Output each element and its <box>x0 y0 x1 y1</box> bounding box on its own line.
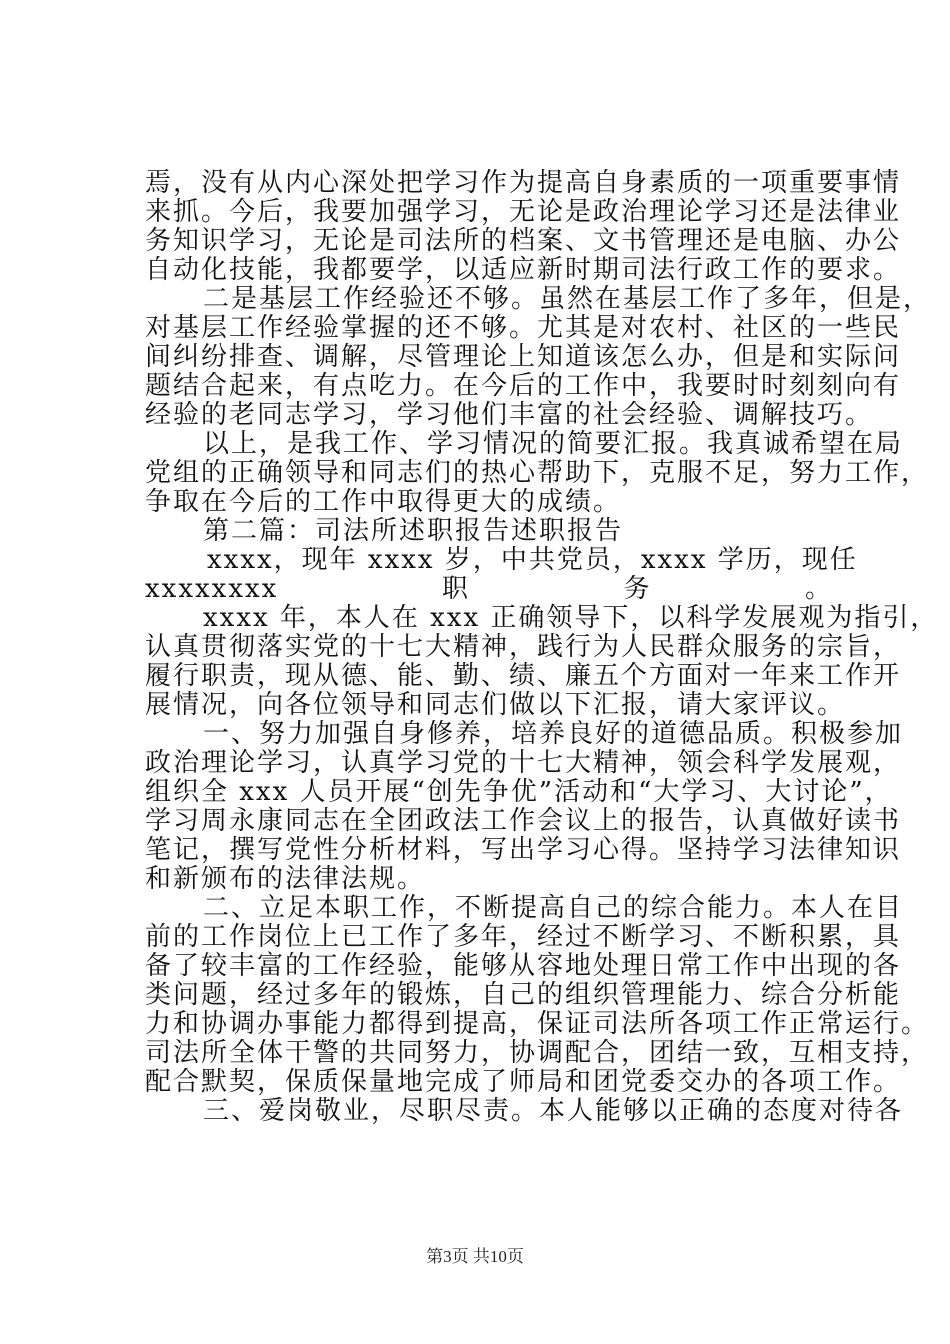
paragraph <box>145 893 930 1097</box>
paragraph <box>145 545 858 604</box>
text-line: 类问题，经过多年的锻炼，自己的组织管理能力、综合分析能 <box>145 980 902 1010</box>
text-line: 前的工作岗位上已工作了多年，经过不断学习、不断积累，具 <box>145 922 902 952</box>
text-line: 对基层工作经验掌握的还不够。尤其是对农村、社区的一些民 <box>145 313 902 343</box>
text-line: 二是基层工作经验还不够。虽然在基层工作了多年，但是， <box>203 284 932 314</box>
text-line: 履行职责，现从德、能、勤、绩、廉五个方面对一年来工作开 <box>145 661 902 691</box>
paragraph <box>145 603 939 720</box>
text-line: 题结合起来，有点吃力。在今后的工作中，我要时时刻刻向有 <box>145 371 902 401</box>
text-line: xxxxxxxx 职务。 <box>145 574 833 604</box>
text-line: 经验的老同志学习，学习他们丰富的社会经验、调解技巧。 <box>145 400 874 430</box>
paragraph <box>145 284 932 430</box>
text-line: 务知识学习，无论是司法所的档案、文书管理还是电脑、办公 <box>145 226 902 256</box>
text-line: 党组的正确领导和同志们的热心帮助下，克服不足，努力工作， <box>145 458 930 488</box>
paragraph <box>145 429 930 517</box>
text-line: 和新颁布的法律法规。 <box>145 864 426 894</box>
text-line: 三、爱岗敬业，尽职尽责。本人能够以正确的态度对待各 <box>203 1096 904 1126</box>
text-line: 认真贯彻落实党的十七大精神，践行为人民群众服务的宗旨， <box>145 632 902 662</box>
paragraph <box>145 168 902 285</box>
text-line: 司法所全体干警的共同努力，协调配合，团结一致，互相支持， <box>145 1038 930 1068</box>
text-line: 第二篇：司法所述职报告述职报告 <box>203 516 624 546</box>
text-line: 间纠纷排查、调解，尽管理论上知道该怎么办，但是和实际问 <box>145 342 902 372</box>
text-line: 以上，是我工作、学习情况的简要汇报。我真诚希望在局 <box>203 429 904 459</box>
document-body <box>145 168 939 1126</box>
text-line: 展情况，向各位领导和同志们做以下汇报，请大家评议。 <box>145 690 846 720</box>
paragraph <box>145 1096 904 1126</box>
text-line: 一、努力加强自身修养，培养良好的道德品质。积极参加 <box>203 719 904 749</box>
text-line: 二、立足本职工作，不断提高自己的综合能力。本人在目 <box>203 893 904 923</box>
text-line: 政治理论学习，认真学习党的十七大精神，领会科学发展观， <box>145 748 902 778</box>
text-line: xxxx，现年 xxxx 岁，中共党员，xxxx 学历，现任 <box>207 545 858 575</box>
text-line: 力和协调办事能力都得到提高，保证司法所各项工作正常运行。 <box>145 1009 930 1039</box>
text-line: 争取在今后的工作中取得更大的成绩。 <box>145 487 622 517</box>
text-line: 自动化技能，我都要学，以适应新时期司法行政工作的要求。 <box>145 255 902 285</box>
text-line: 学习周永康同志在全团政法工作会议上的报告，认真做好读书 <box>145 806 902 836</box>
text-line: 备了较丰富的工作经验，能够从容地处理日常工作中出现的各 <box>145 951 902 981</box>
text-line: 来抓。今后，我要加强学习，无论是政治理论学习还是法律业 <box>145 197 902 227</box>
text-line: 组织全 xxx 人员开展“创先争优”活动和“大学习、大讨论”， <box>145 777 893 807</box>
paragraph <box>145 719 904 894</box>
text-line: xxxx 年，本人在 xxx 正确领导下，以科学发展观为指引， <box>203 603 939 633</box>
page-footer: 第3页 共10页 <box>426 1247 524 1266</box>
text-line: 配合默契，保质保量地完成了师局和团党委交办的各项工作。 <box>145 1067 902 1097</box>
text-line: 焉，没有从内心深处把学习作为提高自身素质的一项重要事情 <box>145 168 902 198</box>
text-line: 笔记，撰写党性分析材料，写出学习心得。坚持学习法律知识 <box>145 835 902 865</box>
paragraph <box>145 517 833 546</box>
